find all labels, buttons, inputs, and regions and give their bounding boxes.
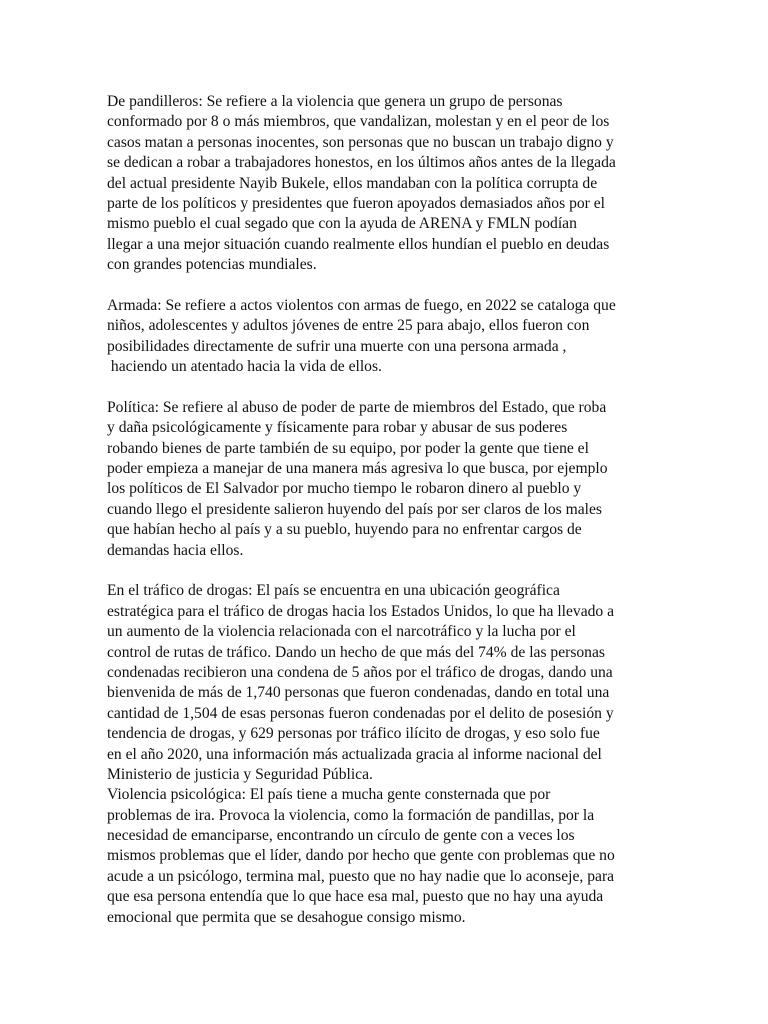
text-line: del actual presidente Nayib Bukele, ellos mandaban con la política corrupta de [107, 174, 598, 192]
paragraph-trafico-drogas [107, 581, 663, 928]
text-line: conformado por 8 o más miembros, que vandalizan, molestan y en el peor de los [107, 113, 610, 131]
text-line: acude a un psicólogo, termina mal, puesto que no hay nadie que lo aconseje, para [107, 867, 615, 885]
text-line: Armada: Se refiere a actos violentos con armas de fuego, en 2022 se cataloga que [107, 296, 616, 314]
text-line: haciendo un atentado hacia la vida de ellos. [107, 358, 382, 376]
text-line: poder empieza a manejar de una manera más agresiva lo que busca, por ejemplo [107, 460, 608, 478]
text-line: control de rutas de tráfico. Dando un hecho de que más del 74% de las personas [107, 643, 605, 661]
text-line: mismo pueblo el cual segado que con la ayuda de ARENA y FMLN podían [107, 215, 577, 233]
text-line: demandas hacia ellos. [107, 541, 244, 559]
text-line: De pandilleros: Se refiere a la violencia que genera un grupo de personas [107, 93, 563, 110]
text-line: en el año 2020, una información más actualizada gracia al informe nacional del [107, 745, 602, 763]
paragraph-spacer [107, 276, 663, 296]
text-line: que esa persona entendía que lo que hace esa mal, puesto que no hay una ayuda [107, 888, 604, 906]
text-line: cantidad de 1,504 de esas personas fueron condenadas por el delito de posesión y [107, 704, 614, 722]
text-line: los políticos de El Salvador por mucho tiempo le robaron dinero al pueblo y [107, 480, 582, 498]
text-line: necesidad de emanciparse, encontrando un círculo de gente con a veces los [107, 827, 575, 845]
document-body [107, 92, 663, 928]
text-line: En el tráfico de drogas: El país se encuentra en una ubicación geográfica [107, 582, 560, 600]
text-line: Ministerio de justicia y Seguridad Pública. [107, 765, 373, 783]
paragraph-armada [107, 296, 663, 378]
text-line: mismos problemas que el líder, dando por hecho que gente con problemas que no [107, 847, 615, 865]
paragraph-politica [107, 398, 663, 561]
text-line: estratégica para el tráfico de drogas hacia los Estados Unidos, lo que ha llevado a [107, 602, 615, 620]
text-line: parte de los políticos y presidentes que fueron apoyados demasiados años por el [107, 194, 606, 212]
text-line: Política: Se refiere al abuso de poder de parte de miembros del Estado, que roba [107, 398, 607, 416]
text-line: casos matan a personas inocentes, son personas que no buscan un trabajo digno y [107, 133, 614, 151]
text-line: que habían hecho al país y a su pueblo, huyendo para no enfrentar cargos de [107, 521, 582, 539]
text-line: Violencia psicológica: El país tiene a mucha gente consternada que por [107, 786, 551, 804]
paragraph-spacer [107, 561, 663, 581]
paragraph-pandilleros [107, 92, 663, 276]
paragraph-spacer [107, 377, 663, 397]
text-line: un aumento de la violencia relacionada con el narcotráfico y la lucha por el [107, 623, 576, 641]
text-line: condenadas recibieron una condena de 5 años por el tráfico de drogas, dando una [107, 663, 613, 681]
text-line: y daña psicológicamente y físicamente para robar y abusar de sus poderes [107, 419, 568, 437]
text-line: emocional que permita que se desahogue consigo mismo. [107, 908, 466, 926]
text-line: se dedican a robar a trabajadores honestos, en los últimos años antes de la llegada [107, 154, 616, 172]
text-line: posibilidades directamente de sufrir una muerte con una persona armada , [107, 337, 567, 355]
text-line: problemas de ira. Provoca la violencia, como la formación de pandillas, por la [107, 806, 595, 824]
text-line: tendencia de drogas, y 629 personas por tráfico ilícito de drogas, y eso solo fue [107, 725, 600, 743]
text-line: con grandes potencias mundiales. [107, 256, 317, 274]
text-line: cuando llego el presidente salieron huyendo del país por ser claros de los males [107, 500, 602, 518]
text-line: niños, adolescentes y adultos jóvenes de entre 25 para abajo, ellos fueron con [107, 317, 590, 335]
text-line: bienvenida de más de 1,740 personas que fueron condenadas, dando en total una [107, 684, 610, 702]
text-line: robando bienes de parte también de su equipo, por poder la gente que tiene el [107, 439, 589, 457]
text-line: llegar a una mejor situación cuando realmente ellos hundían el pueblo en deudas [107, 235, 610, 253]
